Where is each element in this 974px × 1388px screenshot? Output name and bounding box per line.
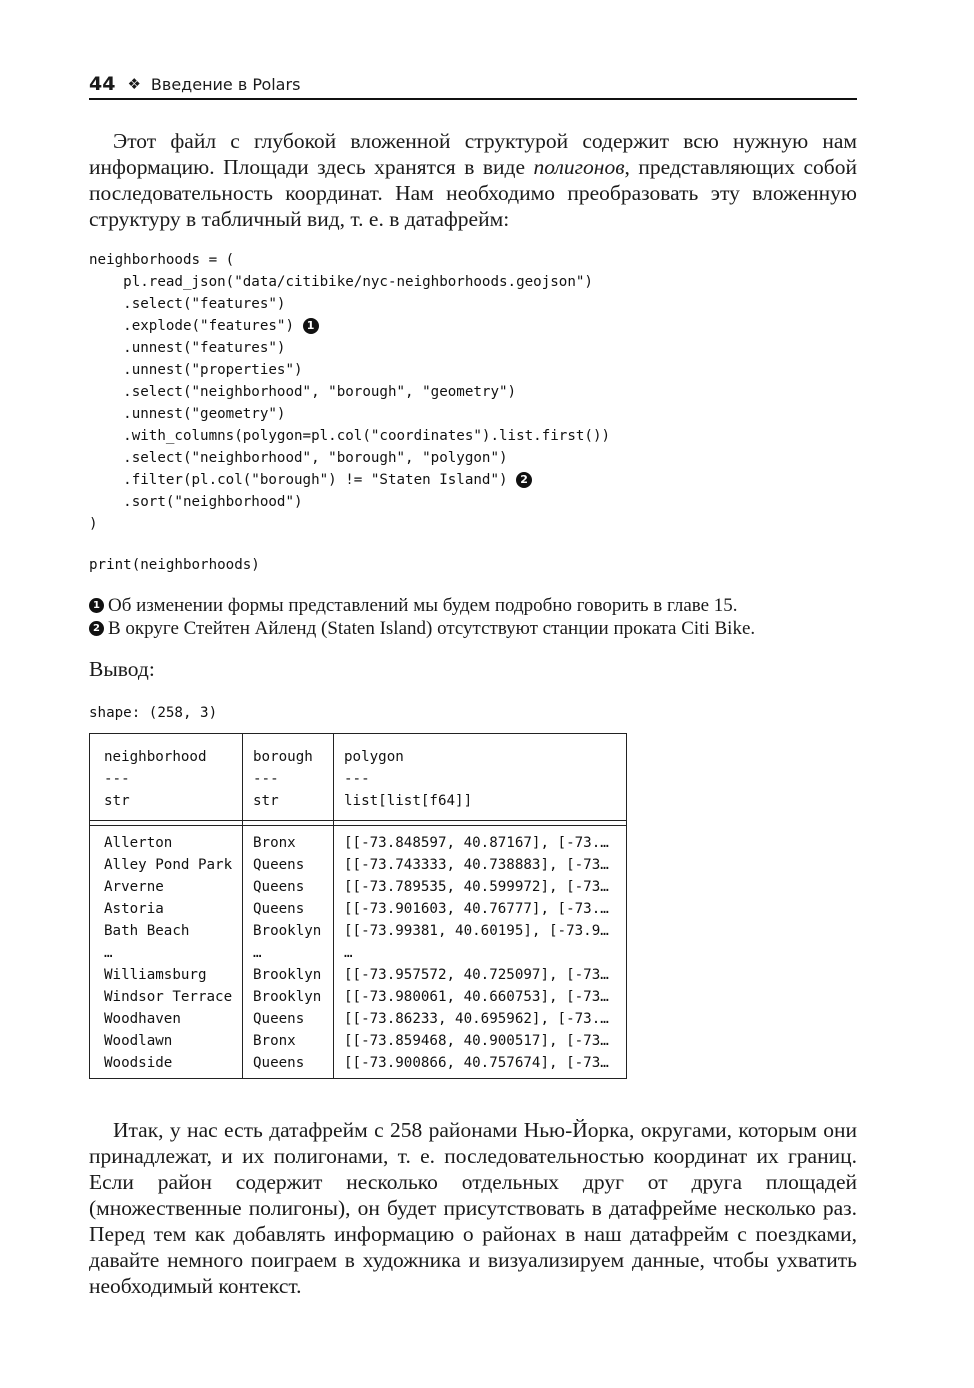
- cell-polygon: [[-73.99381, 40.60195], [-73.9…: [334, 920, 627, 942]
- cell-polygon: [[-73.859468, 40.900517], [-73…: [334, 1030, 627, 1052]
- intro-text-2: , представляющих собой последовательность координат. Нам необходимо преобразовать эту вложенную структуру в табличный вид, т. е. в датафрейм:: [89, 155, 857, 231]
- column-dtype: list[list[f64]]: [334, 790, 627, 821]
- column-dashes: ---: [104, 771, 130, 787]
- code-text: .select("neighborhood", "borough", "polygon"): [89, 450, 508, 466]
- cell-borough: Queens: [243, 1052, 334, 1078]
- code-line: [89, 447, 610, 469]
- cell-neighborhood: Astoria: [104, 901, 164, 917]
- cell-borough: …: [243, 942, 334, 964]
- cell-neighborhood: Alley Pond Park: [104, 857, 233, 873]
- callout-marker-icon: 2: [89, 621, 104, 636]
- column-header: neighborhood: [104, 749, 207, 765]
- code-text: .filter(pl.col("borough") != "Staten Island"): [89, 472, 508, 488]
- dataframe-table: [90, 734, 626, 1078]
- code-line: [89, 359, 610, 381]
- table-row: [90, 1052, 626, 1078]
- dataframe-output: [89, 733, 627, 1079]
- cell-polygon: [[-73.848597, 40.87167], [-73.…: [334, 826, 627, 855]
- callout-marker-icon: 1: [303, 318, 319, 334]
- table-row: [90, 920, 626, 942]
- column-header: borough: [243, 734, 334, 768]
- table-row: [90, 964, 626, 986]
- cell-neighborhood: Allerton: [104, 835, 173, 851]
- cell-neighborhood: Woodhaven: [104, 1011, 181, 1027]
- cell-polygon: [[-73.789535, 40.599972], [-73…: [334, 876, 627, 898]
- code-text: neighborhoods = (: [89, 252, 235, 268]
- code-line: [89, 469, 610, 491]
- code-text: .sort("neighborhood"): [89, 494, 303, 510]
- cell-borough: Brooklyn: [243, 964, 334, 986]
- code-line: [89, 425, 610, 447]
- cell-borough: Queens: [243, 1008, 334, 1030]
- code-line: [89, 271, 610, 293]
- table-row: [90, 854, 626, 876]
- cell-borough: Brooklyn: [243, 986, 334, 1008]
- cell-borough: Queens: [243, 876, 334, 898]
- code-listing: [89, 249, 610, 535]
- code-text: .select("neighborhood", "borough", "geometry"): [89, 384, 517, 400]
- cell-borough: Bronx: [243, 1030, 334, 1052]
- code-text: .select("features"): [89, 296, 286, 312]
- note-text: Об изменении формы представлений мы будем подробно говорить в главе 15.: [108, 595, 738, 616]
- intro-paragraph: [89, 128, 857, 232]
- cell-polygon: [[-73.957572, 40.725097], [-73…: [334, 964, 627, 986]
- code-line: [89, 513, 610, 535]
- dataframe-shape: shape: (258, 3): [89, 705, 218, 721]
- table-row: [90, 942, 626, 964]
- code-line: [89, 381, 610, 403]
- column-names-row: [90, 734, 626, 768]
- code-line: [89, 315, 610, 337]
- column-dtype: str: [243, 790, 334, 821]
- code-text: .with_columns(polygon=pl.col("coordinates").list.first()): [89, 428, 611, 444]
- table-row: [90, 898, 626, 920]
- column-dashes: ---: [243, 768, 334, 790]
- intro-text-1: Этот файл с глубокой вложенной структурой содержит всю нужную нам информацию. Площади здесь хранятся в виде: [89, 129, 857, 179]
- table-row: [90, 1008, 626, 1030]
- print-statement: print(neighborhoods): [89, 557, 260, 573]
- closing-paragraph: Итак, у нас есть датафрейм с 258 районами Нью-Йорка, округами, которым они принадлежат, и их полигонами, т. е. последовательностью координат их границ. Если район содержит несколько отдельных друг от друга площадей (множественные полигоны), он будет присутствовать в датафрейме несколько раз. Перед тем как добавлять информацию о районах в наш датафрейм с поездками, давайте немного поиграем в художника и визуализируем данные, чтобы ухватить необходимый контекст.: [89, 1118, 857, 1298]
- callout-marker-icon: 1: [89, 598, 104, 613]
- code-line: [89, 293, 610, 315]
- table-row: [90, 986, 626, 1008]
- column-header: polygon: [334, 734, 627, 768]
- column-dashes: ---: [334, 768, 627, 790]
- cell-polygon: [[-73.86233, 40.695962], [-73.…: [334, 1008, 627, 1030]
- cell-borough: Bronx: [243, 826, 334, 855]
- column-dtype: str: [104, 793, 130, 809]
- cell-neighborhood: Windsor Terrace: [104, 989, 233, 1005]
- column-dtypes-row: [90, 790, 626, 821]
- cell-polygon: …: [334, 942, 627, 964]
- cell-neighborhood: Woodlawn: [104, 1033, 173, 1049]
- code-text: .unnest("geometry"): [89, 406, 286, 422]
- cell-polygon: [[-73.900866, 40.757674], [-73…: [334, 1052, 627, 1078]
- output-label: Вывод:: [89, 657, 155, 681]
- code-text: .unnest("features"): [89, 340, 286, 356]
- intro-emphasis: полигонов: [533, 155, 625, 179]
- code-text: .explode("features"): [89, 318, 294, 334]
- cell-neighborhood: Woodside: [104, 1055, 173, 1071]
- code-text: ): [89, 516, 98, 532]
- callout-marker-icon: 2: [516, 472, 532, 488]
- code-line: [89, 249, 610, 271]
- table-row: [90, 826, 626, 855]
- code-notes: [89, 594, 857, 640]
- running-head: [89, 70, 857, 100]
- code-text: pl.read_json("data/citibike/nyc-neighborhoods.geojson"): [89, 274, 593, 290]
- ornament-icon: ❖: [127, 75, 141, 93]
- page-number: 44: [89, 73, 116, 95]
- note-2: [89, 617, 857, 640]
- cell-neighborhood: Arverne: [104, 879, 164, 895]
- code-line: [89, 337, 610, 359]
- cell-polygon: [[-73.901603, 40.76777], [-73.…: [334, 898, 627, 920]
- chapter-title: Введение в Polars: [150, 74, 301, 94]
- cell-polygon: [[-73.980061, 40.660753], [-73…: [334, 986, 627, 1008]
- code-text: .unnest("properties"): [89, 362, 303, 378]
- table-row: [90, 1030, 626, 1052]
- note-text: В округе Стейтен Айленд (Staten Island) отсутствуют станции проката Citi Bike.: [108, 618, 756, 639]
- cell-neighborhood: …: [104, 945, 113, 961]
- cell-borough: Queens: [243, 854, 334, 876]
- cell-neighborhood: Bath Beach: [104, 923, 190, 939]
- cell-borough: Brooklyn: [243, 920, 334, 942]
- table-row: [90, 876, 626, 898]
- cell-borough: Queens: [243, 898, 334, 920]
- code-line: [89, 491, 610, 513]
- column-dashes-row: [90, 768, 626, 790]
- note-1: [89, 594, 857, 617]
- code-line: [89, 403, 610, 425]
- cell-neighborhood: Williamsburg: [104, 967, 207, 983]
- cell-polygon: [[-73.743333, 40.738883], [-73…: [334, 854, 627, 876]
